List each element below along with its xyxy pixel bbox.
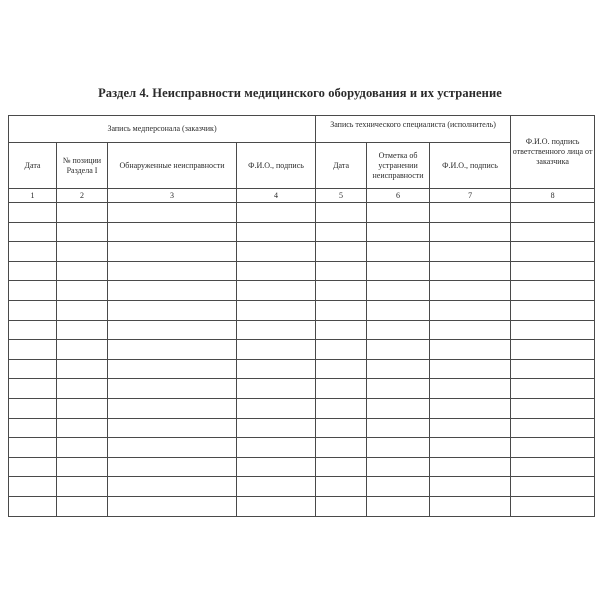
blank-cell: [430, 242, 511, 262]
blank-cell: [57, 379, 108, 399]
blank-cell: [430, 359, 511, 379]
column-number: 1: [9, 189, 57, 203]
blank-cell: [57, 477, 108, 497]
blank-cell: [367, 438, 430, 458]
blank-cell: [430, 340, 511, 360]
blank-cell: [9, 281, 57, 301]
blank-cell: [57, 496, 108, 516]
blank-cell: [511, 281, 595, 301]
blank-cell: [9, 457, 57, 477]
column-header: № позиции Раздела I: [57, 143, 108, 189]
column-number: 5: [316, 189, 367, 203]
blank-cell: [511, 261, 595, 281]
blank-cell: [430, 477, 511, 497]
column-header: Дата: [9, 143, 57, 189]
table-row: [9, 359, 595, 379]
table-row: [9, 300, 595, 320]
blank-cell: [367, 340, 430, 360]
blank-cell: [367, 477, 430, 497]
column-header: Отметка об устранении неисправности: [367, 143, 430, 189]
table-row: [9, 261, 595, 281]
blank-cell: [237, 320, 316, 340]
form-title: Раздел 4. Неисправности медицинского оборудования и их устранение: [98, 86, 502, 100]
blank-cell: [57, 300, 108, 320]
blank-cell: [511, 320, 595, 340]
blank-cell: [511, 438, 595, 458]
column-number: 7: [430, 189, 511, 203]
column-number: 3: [108, 189, 237, 203]
blank-cell: [108, 242, 237, 262]
blank-cell: [316, 281, 367, 301]
blank-cell: [237, 398, 316, 418]
blank-cell: [108, 496, 237, 516]
blank-cell: [237, 222, 316, 242]
blank-cell: [511, 242, 595, 262]
blank-cell: [9, 438, 57, 458]
blank-cell: [367, 379, 430, 399]
blank-cell: [108, 359, 237, 379]
blank-cell: [9, 418, 57, 438]
blank-cell: [108, 438, 237, 458]
blank-cell: [237, 242, 316, 262]
blank-cell: [57, 222, 108, 242]
blank-cell: [237, 340, 316, 360]
blank-cell: [57, 242, 108, 262]
blank-cell: [316, 438, 367, 458]
blank-cell: [9, 379, 57, 399]
blank-cell: [57, 320, 108, 340]
blank-cell: [9, 398, 57, 418]
blank-cell: [316, 203, 367, 223]
table-row: [9, 438, 595, 458]
blank-cell: [430, 222, 511, 242]
blank-cell: [511, 418, 595, 438]
blank-cell: [237, 418, 316, 438]
blank-cell: [57, 340, 108, 360]
malfunction-table: [8, 115, 595, 517]
blank-cell: [237, 457, 316, 477]
table-row: [9, 496, 595, 516]
blank-cell: [108, 320, 237, 340]
blank-cell: [367, 359, 430, 379]
blank-cell: [237, 477, 316, 497]
blank-cell: [430, 261, 511, 281]
blank-cell: [108, 477, 237, 497]
blank-cell: [316, 379, 367, 399]
blank-cell: [511, 359, 595, 379]
blank-cell: [511, 496, 595, 516]
blank-cell: [316, 477, 367, 497]
blank-cell: [367, 203, 430, 223]
blank-cell: [367, 300, 430, 320]
blank-cell: [367, 496, 430, 516]
blank-cell: [237, 281, 316, 301]
blank-cell: [237, 496, 316, 516]
blank-cell: [511, 457, 595, 477]
responsible-person-header: Ф.И.О. подпись ответственного лица от заказчика: [511, 116, 595, 189]
blank-cell: [430, 379, 511, 399]
table-row: [9, 379, 595, 399]
blank-cell: [57, 398, 108, 418]
table-row: [9, 242, 595, 262]
blank-cell: [57, 261, 108, 281]
table-row: [9, 418, 595, 438]
blank-cell: [430, 438, 511, 458]
blank-cell: [237, 203, 316, 223]
table-row: [9, 320, 595, 340]
blank-cell: [57, 281, 108, 301]
blank-cell: [9, 320, 57, 340]
table-row: [9, 477, 595, 497]
blank-cell: [367, 281, 430, 301]
column-header: Ф.И.О., подпись: [430, 143, 511, 189]
blank-cell: [511, 203, 595, 223]
blank-cell: [367, 261, 430, 281]
blank-cell: [108, 300, 237, 320]
blank-cell: [57, 359, 108, 379]
blank-cell: [316, 320, 367, 340]
blank-cell: [9, 300, 57, 320]
blank-cell: [367, 418, 430, 438]
blank-cell: [9, 477, 57, 497]
blank-cell: [9, 222, 57, 242]
blank-cell: [367, 457, 430, 477]
blank-cell: [316, 242, 367, 262]
column-number: 2: [57, 189, 108, 203]
blank-cell: [237, 379, 316, 399]
blank-cell: [108, 379, 237, 399]
blank-cell: [511, 477, 595, 497]
blank-cell: [316, 300, 367, 320]
blank-cell: [316, 340, 367, 360]
blank-cell: [108, 222, 237, 242]
table-row: [9, 398, 595, 418]
blank-cell: [430, 418, 511, 438]
blank-cell: [57, 418, 108, 438]
blank-cell: [9, 496, 57, 516]
blank-cell: [316, 261, 367, 281]
blank-cell: [430, 398, 511, 418]
table-row: [9, 281, 595, 301]
blank-cell: [108, 281, 237, 301]
column-header: Дата: [316, 143, 367, 189]
blank-cell: [57, 438, 108, 458]
customer-record-header: Запись медперсонала (заказчик): [9, 116, 316, 143]
blank-cell: [9, 340, 57, 360]
blank-cell: [57, 203, 108, 223]
blank-cell: [430, 496, 511, 516]
blank-cell: [316, 398, 367, 418]
table-row: [9, 340, 595, 360]
column-number: 6: [367, 189, 430, 203]
blank-cell: [9, 242, 57, 262]
column-number: 4: [237, 189, 316, 203]
blank-cell: [237, 261, 316, 281]
blank-cell: [367, 222, 430, 242]
table-row: [9, 457, 595, 477]
blank-cell: [430, 281, 511, 301]
blank-cell: [367, 320, 430, 340]
blank-cell: [9, 359, 57, 379]
technician-record-header: Запись технического специалиста (исполнитель): [316, 116, 511, 143]
blank-cell: [430, 300, 511, 320]
blank-cell: [237, 359, 316, 379]
blank-cell: [108, 203, 237, 223]
blank-cell: [367, 398, 430, 418]
column-number: 8: [511, 189, 595, 203]
blank-cell: [108, 418, 237, 438]
blank-cell: [511, 340, 595, 360]
blank-cell: [511, 300, 595, 320]
blank-rows: [9, 203, 595, 517]
blank-cell: [57, 457, 108, 477]
blank-cell: [316, 457, 367, 477]
blank-cell: [511, 398, 595, 418]
blank-cell: [108, 398, 237, 418]
blank-cell: [237, 438, 316, 458]
blank-cell: [316, 359, 367, 379]
blank-cell: [430, 203, 511, 223]
blank-cell: [108, 340, 237, 360]
column-header: Ф.И.О., подпись: [237, 143, 316, 189]
blank-cell: [367, 242, 430, 262]
blank-cell: [316, 418, 367, 438]
table-row: [9, 203, 595, 223]
blank-cell: [9, 261, 57, 281]
blank-cell: [316, 222, 367, 242]
blank-cell: [237, 300, 316, 320]
blank-cell: [430, 320, 511, 340]
blank-cell: [511, 379, 595, 399]
column-header: Обнаруженные неисправности: [108, 143, 237, 189]
blank-cell: [511, 222, 595, 242]
blank-cell: [430, 457, 511, 477]
table-row: [9, 222, 595, 242]
blank-cell: [316, 496, 367, 516]
blank-cell: [9, 203, 57, 223]
blank-cell: [108, 457, 237, 477]
blank-cell: [108, 261, 237, 281]
